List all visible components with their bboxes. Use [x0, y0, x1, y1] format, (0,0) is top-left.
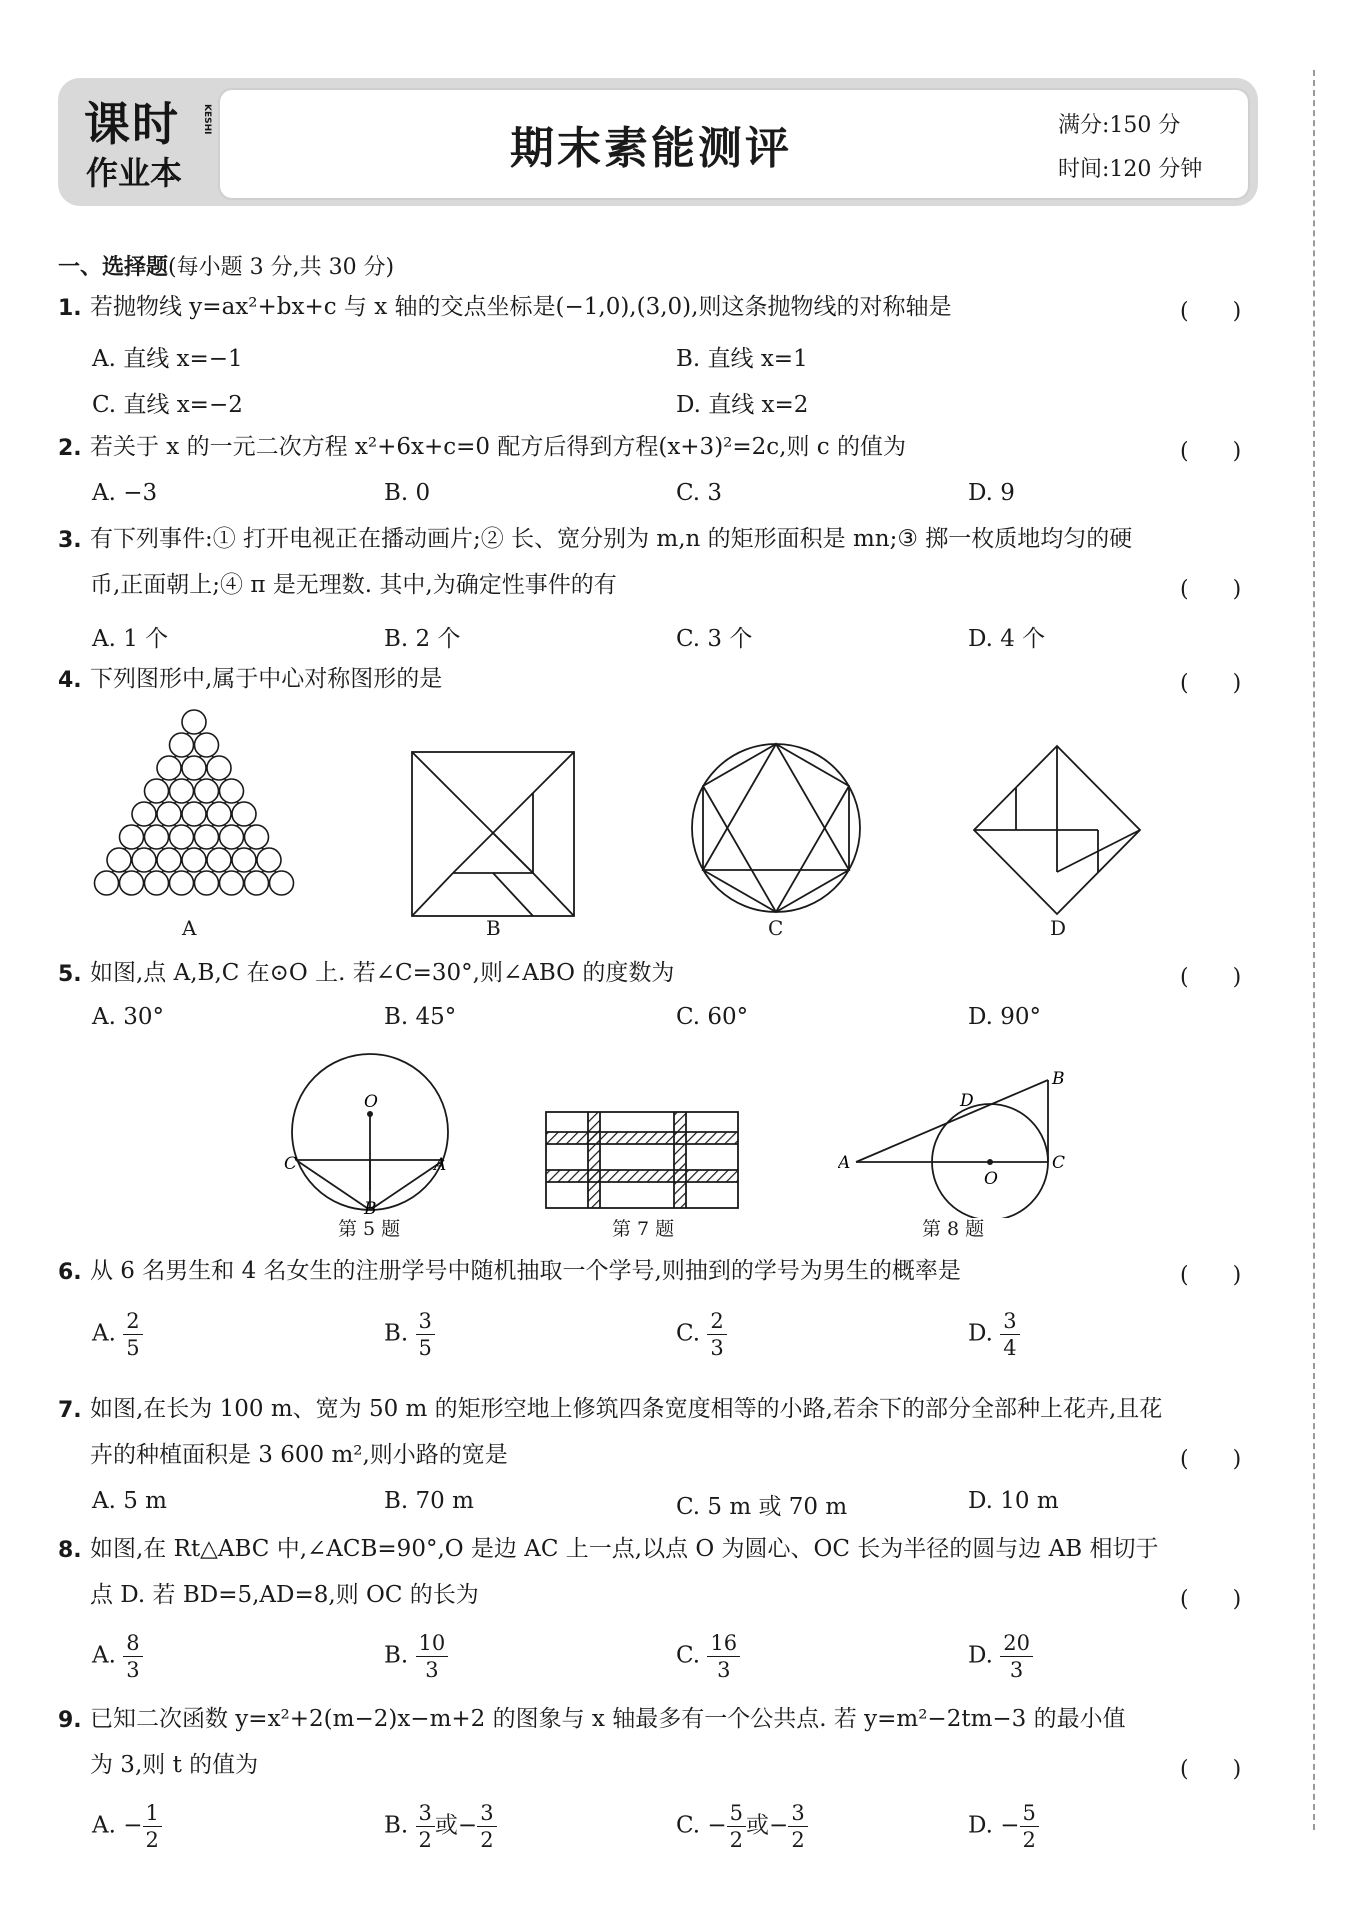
- full-score: 满分:150 分: [1058, 113, 1181, 138]
- q9-option-d: D. − $\frac{5}{2}$: [968, 1800, 1039, 1853]
- fig5-label-o: O: [364, 1092, 378, 1112]
- q6-stem: 从 6 名男生和 4 名女生的注册学号中随机抽取一个学号,则抽到的学号为男生的概率是: [90, 1258, 961, 1284]
- page-fold-line: [1313, 70, 1315, 1830]
- q5-figure-caption: 第 5 题: [338, 1218, 401, 1240]
- q4-figure-label-b: B: [486, 916, 501, 940]
- triangle-circle: [245, 825, 269, 849]
- q3-option-b: B. 2 个: [384, 626, 461, 652]
- q6-number: 6.: [58, 1260, 82, 1285]
- q3-option-d: D. 4 个: [968, 626, 1046, 652]
- q4-figure-b-tangram: [408, 748, 578, 920]
- triangle-circle: [195, 779, 219, 803]
- q2-stem: 若关于 x 的一元二次方程 x²+6x+c=0 配方后得到方程(x+3)²=2c,则 c 的值为: [90, 434, 906, 460]
- triangle-circle: [132, 848, 156, 872]
- triangle-circle: [95, 871, 119, 895]
- logo-small-text: KESHI: [202, 104, 212, 135]
- triangle-circle: [195, 871, 219, 895]
- q8-figure-caption: 第 8 题: [922, 1218, 985, 1240]
- q1-option-a: A. 直线 x=−1: [92, 346, 243, 372]
- triangle-circle: [170, 871, 194, 895]
- q4-figure-c-circle-triangle: [688, 738, 864, 918]
- triangle-circle: [257, 848, 281, 872]
- triangle-circle: [232, 802, 256, 826]
- triangle-circle: [132, 802, 156, 826]
- triangle-circle: [207, 756, 231, 780]
- triangle-circle: [120, 871, 144, 895]
- logo-line2: 作业本: [86, 154, 183, 192]
- triangle-circle: [220, 871, 244, 895]
- q7-answer-paren: ( ): [1180, 1447, 1242, 1472]
- q5-option-c: C. 60°: [676, 1004, 749, 1030]
- q4-number: 4.: [58, 668, 82, 693]
- q7-option-d: D. 10 m: [968, 1488, 1059, 1514]
- q9-option-b: B. $\frac{3}{2}$ 或− $\frac{3}{2}$: [384, 1800, 497, 1853]
- q5-answer-paren: ( ): [1180, 965, 1242, 990]
- q2-option-c: C. 3: [676, 480, 723, 506]
- q8-number: 8.: [58, 1538, 82, 1563]
- q7-number: 7.: [58, 1398, 82, 1423]
- q7-stem-line1: 如图,在长为 100 m、宽为 50 m 的矩形空地上修筑四条宽度相等的小路,若余下的部分全部种上花卉,且花: [90, 1396, 1163, 1422]
- triangle-circle: [157, 756, 181, 780]
- q5-number: 5.: [58, 962, 82, 987]
- q2-option-b: B. 0: [384, 480, 431, 506]
- q8-option-d: D. $\frac{20}{3}$: [968, 1630, 1033, 1683]
- fig8-label-o: O: [984, 1169, 998, 1189]
- triangle-circle: [157, 802, 181, 826]
- triangle-circle: [145, 825, 169, 849]
- q5-option-a: A. 30°: [92, 1004, 164, 1030]
- q8-figure-tangent-circle: [838, 1068, 1078, 1218]
- q6-option-c: C. $\frac{2}{3}$: [676, 1308, 727, 1361]
- triangle-circle: [170, 733, 194, 757]
- triangle-circle: [195, 733, 219, 757]
- triangle-circle: [170, 779, 194, 803]
- fig8-label-a: A: [838, 1153, 851, 1173]
- q2-option-d: D. 9: [968, 480, 1015, 506]
- q8-stem-line2: 点 D. 若 BD=5,AD=8,则 OC 的长为: [90, 1582, 479, 1608]
- triangle-circle: [145, 779, 169, 803]
- triangle-circle: [157, 848, 181, 872]
- q9-answer-paren: ( ): [1180, 1757, 1242, 1782]
- triangle-circle: [207, 848, 231, 872]
- q3-stem-line1: 有下列事件:① 打开电视正在播动画片;② 长、宽分别为 m,n 的矩形面积是 mn;③ 掷一枚质地均匀的硬: [90, 526, 1133, 552]
- exam-time: 时间:120 分钟: [1058, 157, 1203, 182]
- q7-figure-field-paths: [542, 1108, 742, 1212]
- fig5-label-c: C: [284, 1154, 298, 1174]
- q6-option-d: D. $\frac{3}{4}$: [968, 1308, 1020, 1361]
- q7-stem-line2: 卉的种植面积是 3 600 m²,则小路的宽是: [90, 1442, 508, 1468]
- q7-figure-caption: 第 7 题: [612, 1218, 675, 1240]
- q4-answer-paren: ( ): [1180, 671, 1242, 696]
- q6-answer-paren: ( ): [1180, 1263, 1242, 1288]
- header-banner: [58, 78, 1258, 206]
- q4-figure-d-diamond: [970, 742, 1144, 918]
- q5-option-d: D. 90°: [968, 1004, 1042, 1030]
- q1-option-c: C. 直线 x=−2: [92, 392, 243, 418]
- q5-option-b: B. 45°: [384, 1004, 457, 1030]
- fig8-label-d: D: [960, 1091, 974, 1111]
- q6-option-b: B. $\frac{3}{5}$: [384, 1308, 435, 1361]
- q4-figure-a-circle-triangle: [84, 708, 304, 924]
- q4-figure-label-a: A: [182, 916, 197, 940]
- page-title: 期末素能测评: [510, 123, 792, 174]
- q3-stem-line2: 币,正面朝上;④ π 是无理数. 其中,为确定性事件的有: [90, 572, 617, 598]
- q3-number: 3.: [58, 528, 82, 553]
- q8-option-c: C. $\frac{16}{3}$: [676, 1630, 740, 1683]
- q8-answer-paren: ( ): [1180, 1587, 1242, 1612]
- q4-stem: 下列图形中,属于中心对称图形的是: [90, 666, 443, 692]
- triangle-circle: [120, 825, 144, 849]
- q1-option-d: D. 直线 x=2: [676, 392, 809, 418]
- triangle-circle: [145, 871, 169, 895]
- triangle-circle: [107, 848, 131, 872]
- q9-number: 9.: [58, 1708, 82, 1733]
- q8-option-b: B. $\frac{10}{3}$: [384, 1630, 448, 1683]
- q2-number: 2.: [58, 436, 82, 461]
- triangle-circle: [182, 756, 206, 780]
- triangle-circle: [270, 871, 294, 895]
- q3-option-a: A. 1 个: [92, 626, 169, 652]
- q1-option-b: B. 直线 x=1: [676, 346, 808, 372]
- q4-figure-label-c: C: [768, 916, 784, 940]
- fig5-label-a: A: [434, 1155, 447, 1175]
- q1-number: 1.: [58, 296, 82, 321]
- triangle-circle: [245, 871, 269, 895]
- q8-option-a: A. $\frac{8}{3}$: [92, 1630, 143, 1683]
- triangle-circle: [207, 802, 231, 826]
- logo: [74, 88, 224, 198]
- triangle-circle: [195, 825, 219, 849]
- q1-stem: 若抛物线 y=ax²+bx+c 与 x 轴的交点坐标是(−1,0),(3,0),则这条抛物线的对称轴是: [90, 294, 952, 320]
- triangle-circle: [232, 848, 256, 872]
- q9-stem-line2: 为 3,则 t 的值为: [90, 1752, 259, 1778]
- triangle-circle: [182, 802, 206, 826]
- q9-option-c: C. − $\frac{5}{2}$ 或− $\frac{3}{2}$: [676, 1800, 808, 1853]
- triangle-circle: [220, 779, 244, 803]
- triangle-circle: [220, 825, 244, 849]
- fig8-label-b: B: [1052, 1069, 1065, 1089]
- q2-option-a: A. −3: [92, 480, 158, 506]
- q3-option-c: C. 3 个: [676, 626, 753, 652]
- q9-option-a: A. − $\frac{1}{2}$: [92, 1800, 162, 1853]
- q7-option-a: A. 5 m: [92, 1488, 167, 1514]
- q5-stem: 如图,点 A,B,C 在⊙O 上. 若∠C=30°,则∠ABO 的度数为: [90, 960, 675, 986]
- logo-line1: 课时: [84, 97, 180, 151]
- q2-answer-paren: ( ): [1180, 439, 1242, 464]
- title-box: [218, 88, 1250, 200]
- q7-option-c: C. 5 m 或 70 m: [676, 1494, 848, 1520]
- q5-figure-circle: [282, 1050, 452, 1220]
- q3-answer-paren: ( ): [1180, 577, 1242, 602]
- q7-option-b: B. 70 m: [384, 1488, 474, 1514]
- q4-figure-label-d: D: [1050, 916, 1067, 940]
- q9-stem-line1: 已知二次函数 y=x²+2(m−2)x−m+2 的图象与 x 轴最多有一个公共点. 若 y=m²−2tm−3 的最小值: [90, 1706, 1126, 1732]
- triangle-circle: [170, 825, 194, 849]
- q8-stem-line1: 如图,在 Rt△ABC 中,∠ACB=90°,O 是边 AC 上一点,以点 O 为圆心、OC 长为半径的圆与边 AB 相切于: [90, 1536, 1159, 1562]
- triangle-circle: [182, 848, 206, 872]
- fig5-label-b: B: [364, 1199, 377, 1219]
- q6-option-a: A. $\frac{2}{5}$: [92, 1308, 143, 1361]
- triangle-circle: [182, 710, 206, 734]
- q1-answer-paren: ( ): [1180, 299, 1242, 324]
- fig8-label-c: C: [1052, 1153, 1066, 1173]
- section-title: 一、选择题(每小题 3 分,共 30 分): [58, 254, 395, 280]
